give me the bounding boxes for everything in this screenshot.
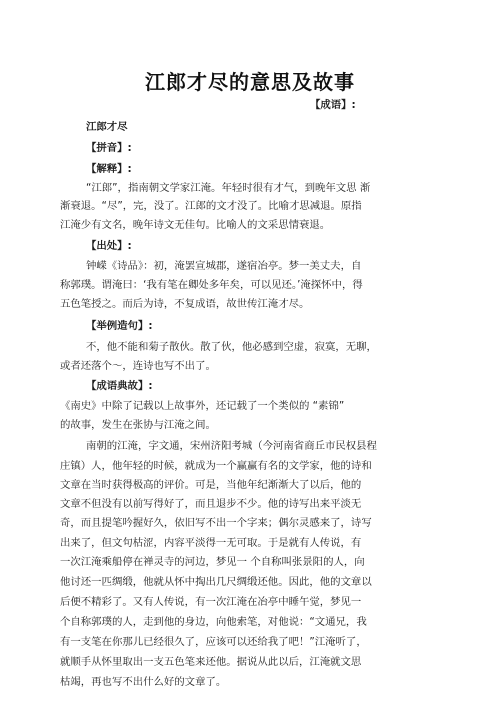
- jieshi-line-2: 渐衰退。“尽”，完，没了。江郎的文才没了。比喻才思减退。原指: [60, 200, 362, 212]
- page-title: 江郎才尽的意思及故事: [145, 70, 355, 94]
- story-line-4: 文章不但没有以前写得好了，而且退步不少。他的诗写出来平淡无: [60, 498, 362, 510]
- liju-line-2: 或者还落个～，连诗也写不出了。: [60, 360, 216, 372]
- diangu-intro-line-1: 《南史》中除了记载以上故事外，还记载了一个类似的 “素锦”: [60, 400, 345, 412]
- chuchu-header: 【出处】:: [86, 240, 132, 252]
- chuchu-line-3: 五色笔授之。而后为诗，不复成语，故世传江淹才尽。: [60, 298, 310, 310]
- story-line-5: 奇，而且提笔吟握好久，依旧写不出一个字来；偶尔灵感来了，诗写: [60, 517, 372, 529]
- story-line-6: 出来了，但文句枯涩，内容平淡得一无可取。于是就有人传说，有: [60, 537, 362, 549]
- story-line-11: 有一支笔在你那儿已经很久了，应该可以还给我了吧！”江淹听了，: [60, 636, 367, 648]
- chuchu-line-2: 称郭璞。谓淹曰：‘我有笔在卿处多年矣，可以见还。’淹探怀中，得: [60, 279, 363, 291]
- story-line-9: 后便不精彩了。又有人传说，有一次江淹在冶亭中睡午觉，梦见一: [60, 596, 362, 608]
- idiom-text: 江郎才尽: [86, 121, 128, 133]
- story-line-12: 就顺手从怀里取出一支五色笔来还他。据说从此以后，江淹就文思: [60, 656, 362, 668]
- chuchu-line-1: 钟嵘《诗品》：初，淹罢宣城郡，遂宿冶亭。梦一美丈夫，自: [86, 260, 362, 272]
- story-line-1: 南朝的江淹，字文通，宋州济阳考城（今河南省商丘市民权县程: [86, 440, 377, 452]
- story-line-2: 庄镇）人，他年轻的时候，就成为一个赢赢有名的文学家，他的诗和: [60, 460, 372, 472]
- jieshi-line-3: 江淹少有文名，晚年诗文无佳句。比喻人的文采思情衰退。: [60, 219, 331, 231]
- jieshi-line-1: “江郎”，指南朝文学家江淹。年轻时很有才气，到晚年文思 渐: [86, 182, 371, 194]
- jieshi-header: 【解释】:: [86, 163, 132, 175]
- liju-line-1: 不，他不能和菊子散伙。散了伙，他必感到空虚，寂寞，无聊，: [86, 341, 377, 353]
- story-line-8: 他讨还一匹绸缎，他就从怀中掏出几尺绸缎还他。因此，他的文章以: [60, 576, 372, 588]
- story-line-13: 枯竭，再也写不出什么好的文章了。: [60, 676, 227, 688]
- story-line-10: 个自称郭璞的人，走到他的身边，向他索笔，对他说：“文通兄，我: [60, 616, 367, 628]
- liju-header: 【举例造句】:: [86, 320, 153, 332]
- story-line-3: 文章在当时获得极高的评价。可是，当他年纪渐渐大了以后，他的: [60, 479, 362, 491]
- pinyin-header: 【拼音】:: [86, 142, 132, 154]
- diangu-intro-line-2: 的故事，发生在张协与江淹之间。: [60, 419, 216, 431]
- story-line-7: 一次江淹乘船停在禅灵寺的河边，梦见一 个自称叫张景阳的人，向: [60, 556, 365, 568]
- chengyu-header: 【成语】:: [310, 99, 356, 111]
- diangu-header: 【成语典故】:: [86, 380, 153, 392]
